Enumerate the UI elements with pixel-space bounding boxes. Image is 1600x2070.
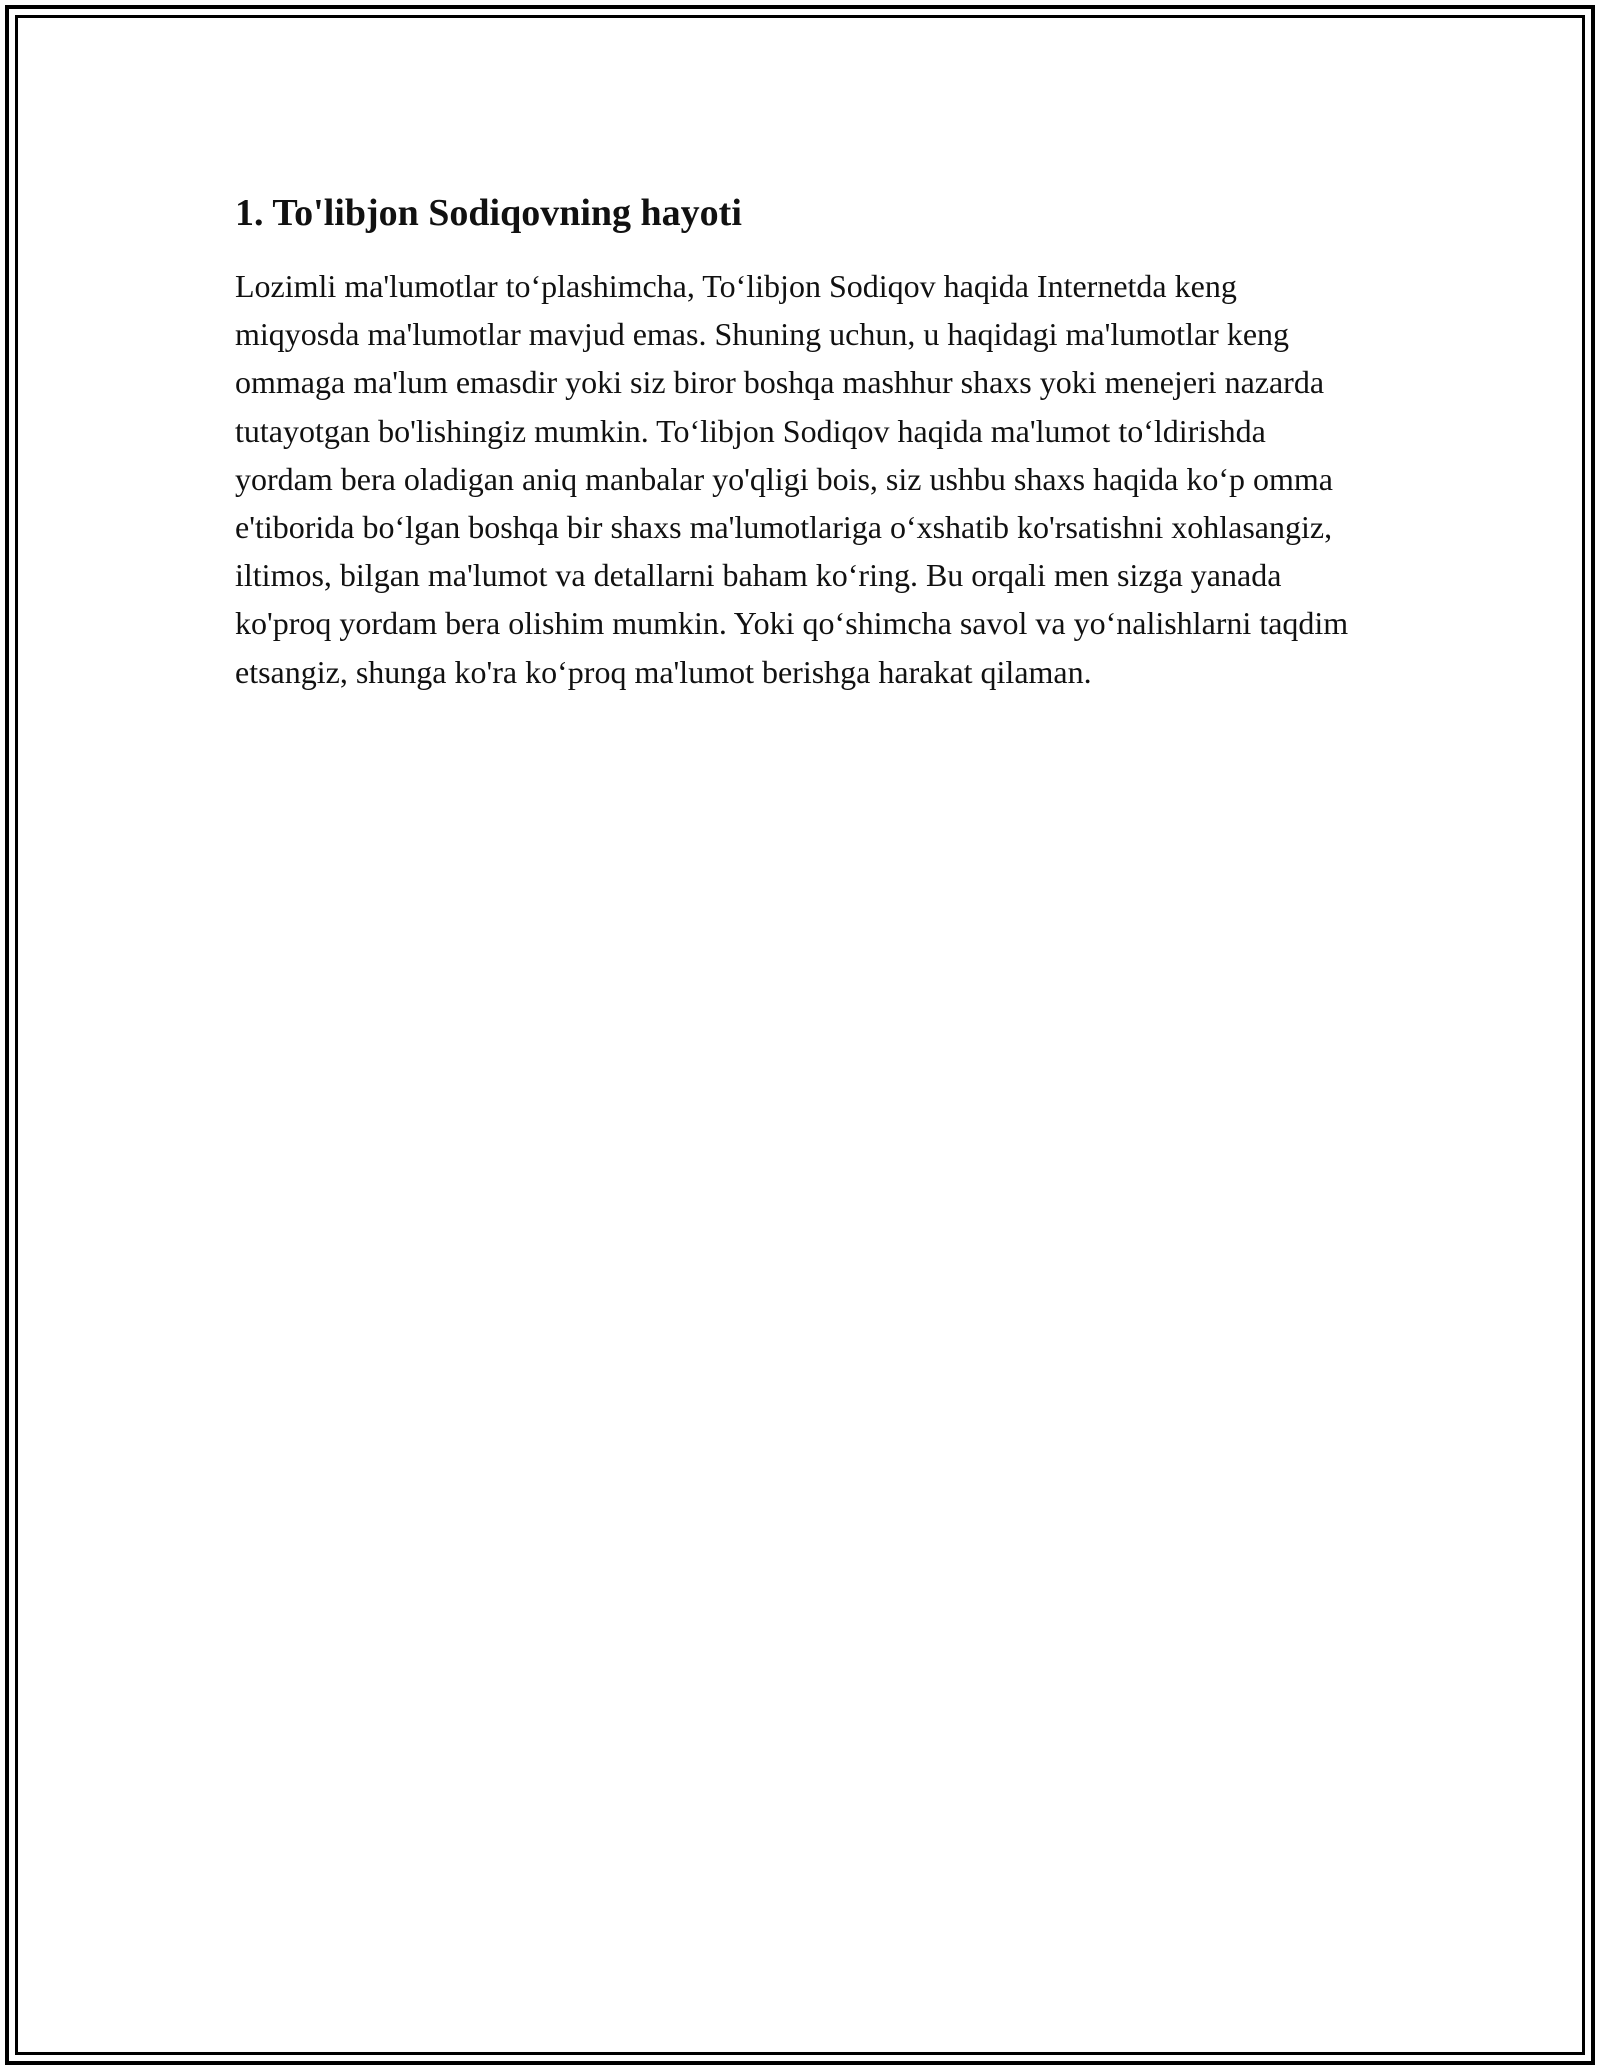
section-heading: 1. To'libjon Sodiqovning hayoti: [235, 192, 742, 234]
body-paragraph: Lozimli ma'lumotlar to‘plashimcha, To‘libjon Sodiqov haqida Internetda keng miqyosda ma'lumotlar mavjud emas. Shuning uchun, u haqidagi ma'lumotlar keng ommaga ma'lum emasdir yoki siz biror boshqa mashhur shaxs yoki menejeri nazarda tutayotgan bo'lishingiz mumkin. To‘libjon Sodiqov haqida ma'lumot to‘ldirishda yordam bera oladigan aniq manbalar yo'qligi bois, siz ushbu shaxs haqida ko‘p omma e'tiborida bo‘lgan boshqa bir shaxs ma'lumotlariga o‘xshatib ko'rsatishni xohlasangiz, iltimos, bilgan ma'lumot va detallarni baham ko‘ring. Bu orqali men sizga yanada ko'proq yordam bera olishim mumkin. Yoki qo‘shimcha savol va yo‘nalishlarni taqdim etsangiz, shunga ko'ra ko‘proq ma'lumot berishga harakat qilaman.: [235, 268, 1349, 690]
document-body: [235, 186, 1365, 696]
